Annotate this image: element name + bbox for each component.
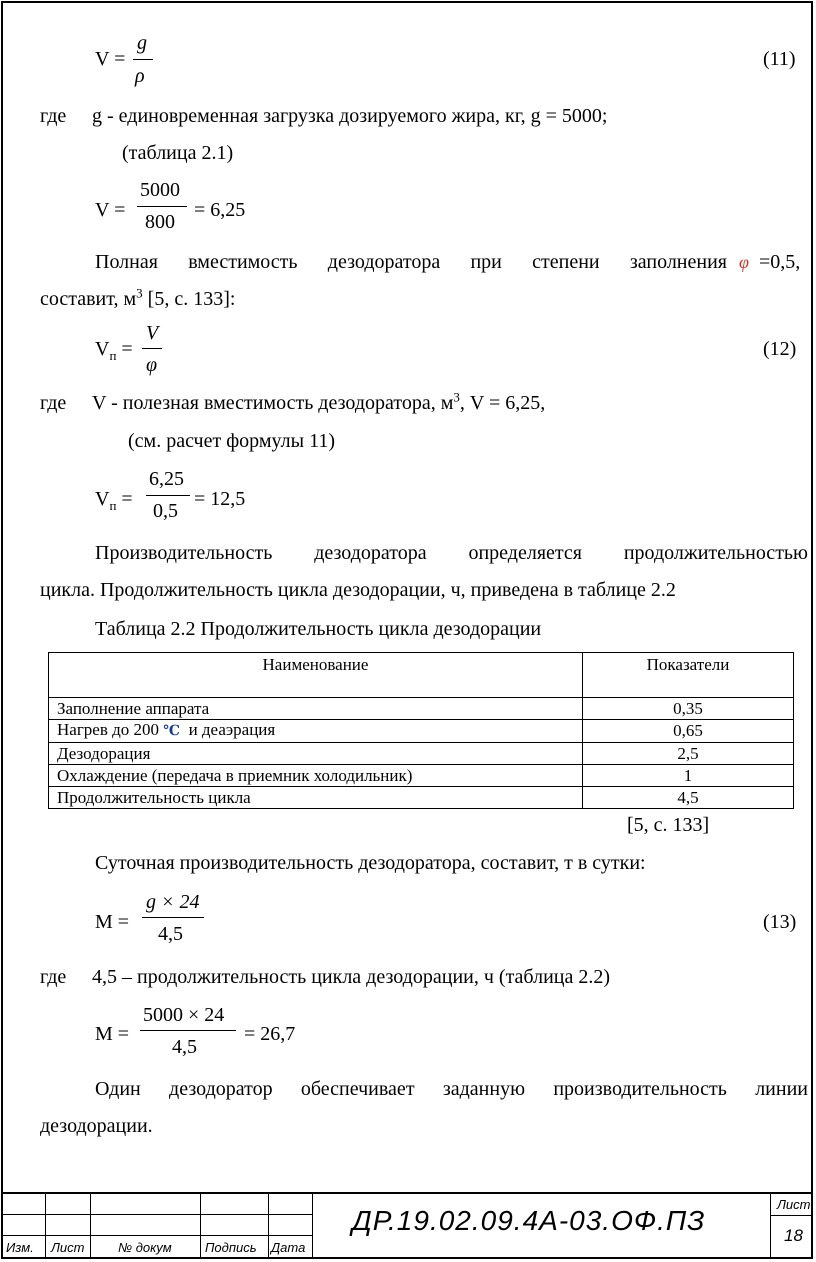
paragraph-1-line-2: составит, $м^3$ [5, с. 133]: xyxy=(40,285,236,310)
table-source: [5, с. 133] xyxy=(627,814,710,836)
calc-12-result: = 12,5 xyxy=(194,488,246,510)
row-value: 0,35 xyxy=(583,698,794,720)
stamp-label-sheet: Лист xyxy=(51,1240,85,1255)
row-value: 4,5 xyxy=(583,787,794,809)
formula-13-number: (13) xyxy=(763,911,797,933)
calc-11-numerator: 5000 xyxy=(140,179,180,201)
calc-12-numerator: 6,25 xyxy=(149,468,184,490)
stamp-sheet-label: Лист xyxy=(777,1197,811,1212)
celsius-symbol: ℃ xyxy=(163,724,181,739)
calc-13-result: = 26,7 xyxy=(244,1023,296,1045)
calc-11-lhs: V = xyxy=(95,199,126,221)
paragraph-2-line-2: цикла. Продолжительность цикла дезодорации, ч, приведена в таблице 2.2 xyxy=(40,579,676,601)
row-value: 1 xyxy=(583,765,794,787)
formula-11-number: (11) xyxy=(763,48,796,70)
calc-13-lhs: M = xyxy=(95,1023,130,1045)
table-header-row xyxy=(49,653,794,698)
stamp-label-change: Изм. xyxy=(6,1240,34,1255)
where-3-text: 4,5 – продолжительность цикла дезодорации, ч (таблица 2.2) xyxy=(92,966,611,988)
stamp-label-doc-number: № докум xyxy=(118,1240,172,1255)
table-header-name: Наименование xyxy=(49,653,583,698)
stamp-sheet-number: 18 xyxy=(784,1226,803,1245)
paragraph-1-line-1: Полная вместимость дезодоратора при степени заполнения xyxy=(95,251,727,273)
row-name: Продолжительность цикла xyxy=(49,787,583,809)
row-name: Охлаждение (передача в приемник холодильник) xyxy=(49,765,583,787)
where-label: где xyxy=(40,392,67,414)
formula-13-numerator: g × 24 xyxy=(146,891,200,913)
row-name: Нагрев до 200 ℃ и деаэрация xyxy=(49,720,583,743)
calc-11-result: = 6,25 xyxy=(194,199,246,221)
fraction-bar xyxy=(142,348,162,349)
row-name: Дезодорация xyxy=(49,743,583,765)
formula-11-lhs: V = xyxy=(95,48,126,70)
fraction-bar xyxy=(142,917,204,918)
calc-11-denominator: 800 xyxy=(145,211,175,233)
where-1-ref: (таблица 2.1) xyxy=(122,142,234,164)
calc-12-lhs: $V_п$ = xyxy=(95,488,133,513)
table-row xyxy=(49,765,794,787)
formula-13-denominator: 4,5 xyxy=(158,923,183,945)
where-label: где xyxy=(40,966,67,988)
fraction-bar xyxy=(146,495,190,496)
calc-12-denominator: 0,5 xyxy=(153,500,178,522)
formula-12-numerator: V xyxy=(146,322,159,344)
paragraph-4-line-2: дезодорации. xyxy=(40,1115,153,1137)
divider xyxy=(771,1215,813,1216)
where-1-text: g - единовременная загрузка дозируемого жира, кг, g = 5000; xyxy=(92,105,608,127)
formula-11-numerator: g xyxy=(137,32,147,54)
stamp-label-date: Дата xyxy=(271,1240,306,1255)
formula-12-lhs: $V_п$ = xyxy=(95,338,133,363)
stamp-label-signature: Подпись xyxy=(205,1240,257,1255)
calc-13-numerator: 5000 × 24 xyxy=(143,1004,225,1026)
fraction-bar xyxy=(133,59,153,60)
phi-symbol: φ xyxy=(739,252,749,272)
where-2-text: V - полезная вместимость дезодоратора, $м^3$, V = 6,25, xyxy=(92,389,546,414)
table-caption: Таблица 2.2 Продолжительность цикла дезодорации xyxy=(95,618,542,640)
formula-13-lhs: M = xyxy=(95,911,130,933)
paragraph-1-value: =0,5, xyxy=(759,251,801,273)
row-name: Заполнение аппарата xyxy=(49,698,583,720)
where-2-ref: (см. расчет формулы 11) xyxy=(128,430,335,452)
calc-13-denominator: 4,5 xyxy=(172,1036,197,1058)
fraction-bar xyxy=(137,206,187,207)
duration-table xyxy=(48,652,794,809)
paragraph-3: Суточная производительность дезодоратора, составит, т в сутки: xyxy=(95,852,646,874)
table-row xyxy=(49,743,794,765)
formula-11-denominator: ρ xyxy=(135,65,145,87)
formula-12-number: (12) xyxy=(763,338,797,360)
paragraph-4-line-1: Один дезодоратор обеспечивает заданную производительность линии xyxy=(95,1078,808,1100)
document-code: ДР.19.02.09.4А-03.ОФ.ПЗ xyxy=(352,1205,706,1236)
paragraph-2-line-1: Производительность дезодоратора определяется продолжительностью xyxy=(95,542,808,564)
fraction-bar xyxy=(140,1030,236,1031)
table-row xyxy=(49,698,794,720)
table-header-value: Показатели xyxy=(583,653,794,698)
where-label: где xyxy=(40,105,67,127)
table-row xyxy=(49,787,794,809)
row-value: 2,5 xyxy=(583,743,794,765)
row-value: 0,65 xyxy=(583,720,794,743)
formula-12-denominator: φ xyxy=(146,354,158,376)
table-row xyxy=(49,720,794,743)
